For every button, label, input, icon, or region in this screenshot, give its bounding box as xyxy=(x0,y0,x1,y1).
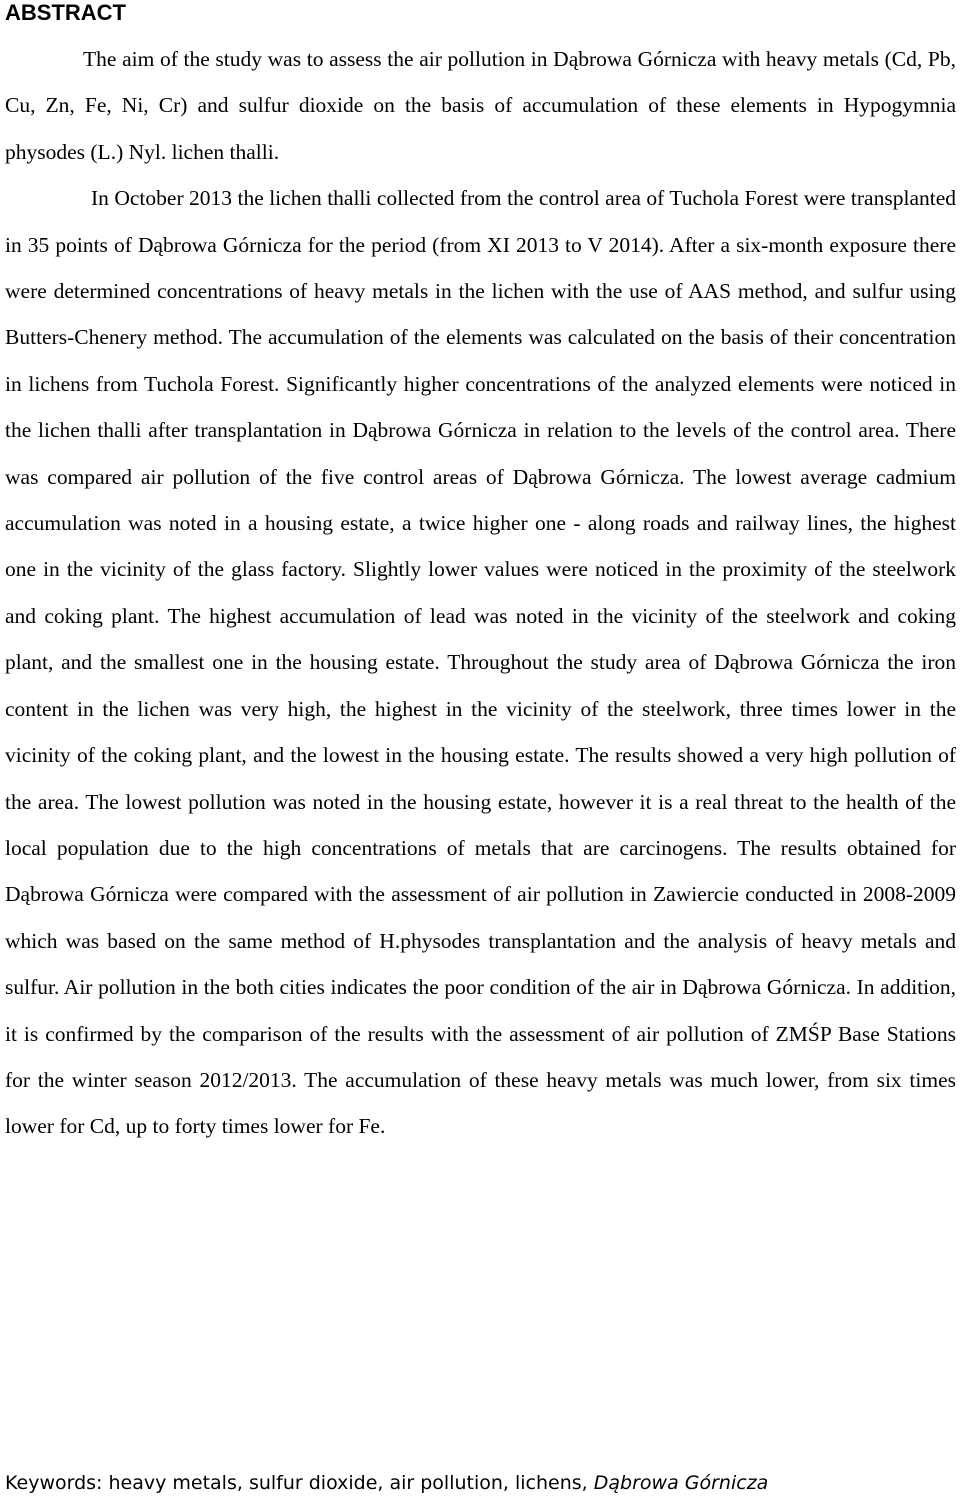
keywords-city: Dąbrowa Górnicza xyxy=(593,1472,769,1494)
keywords-line xyxy=(5,1468,956,1498)
abstract-body xyxy=(5,36,956,1150)
abstract-paragraph-2: In October 2013 the lichen thalli collected from the control area of Tuchola Forest were transplanted in 35 points of Dąbrowa Górnicza for the period (from XI 2013 to V 2014). After a six-month exposure there were determined concentrations of heavy metals in the lichen with the use of AAS method, and sulfur using Butters-Chenery method. The accumulation of the elements was calculated on the basis of their concentration in lichens from Tuchola Forest. Significantly higher concentrations of the analyzed elements were noticed in the lichen thalli after transplantation in Dąbrowa Górnicza in relation to the levels of the control area. There was compared air pollution of the five control areas of Dąbrowa Górnicza. The lowest average cadmium accumulation was noted in a housing estate, a twice higher one - along roads and railway lines, the highest one in the vicinity of the glass factory. Slightly lower values were noticed in the proximity of the steelwork and coking plant. The highest accumulation of lead was noted in the vicinity of the steelwork and coking plant, and the smallest one in the housing estate. Throughout the study area of Dąbrowa Górnicza the iron content in the lichen was very high, the highest in the vicinity of the steelwork, three times lower in the vicinity of the coking plant, and the lowest in the housing estate. The results showed a very high pollution of the area. The lowest pollution was noted in the housing estate, however it is a real threat to the health of the local population due to the high concentrations of metals that are carcinogens. The results obtained for Dąbrowa Górnicza were compared with the assessment of air pollution in Zawiercie conducted in 2008-2009 which was based on the same method of H.physodes transplantation and the analysis of heavy metals and sulfur. Air pollution in the both cities indicates the poor condition of the air in Dąbrowa Górnicza. In addition, it is confirmed by the comparison of the results with the assessment of air pollution of ZMŚP Base Stations for the winter season 2012/2013. The accumulation of these heavy metals was much lower, from six times lower for Cd, up to forty times lower for Fe. xyxy=(5,186,956,1139)
abstract-heading: ABSTRACT xyxy=(5,0,126,25)
keywords-label: Keywords: heavy metals, sulfur dioxide, air pollution, lichens, xyxy=(5,1472,588,1494)
abstract-paragraph-1: The aim of the study was to assess the air pollution in Dąbrowa Górnicza with heavy metals (Cd, Pb, Cu, Zn, Fe, Ni, Cr) and sulfur dioxide on the basis of accumulation of these elements in Hypogymnia physodes (L.) Nyl. lichen thalli. xyxy=(5,47,956,164)
